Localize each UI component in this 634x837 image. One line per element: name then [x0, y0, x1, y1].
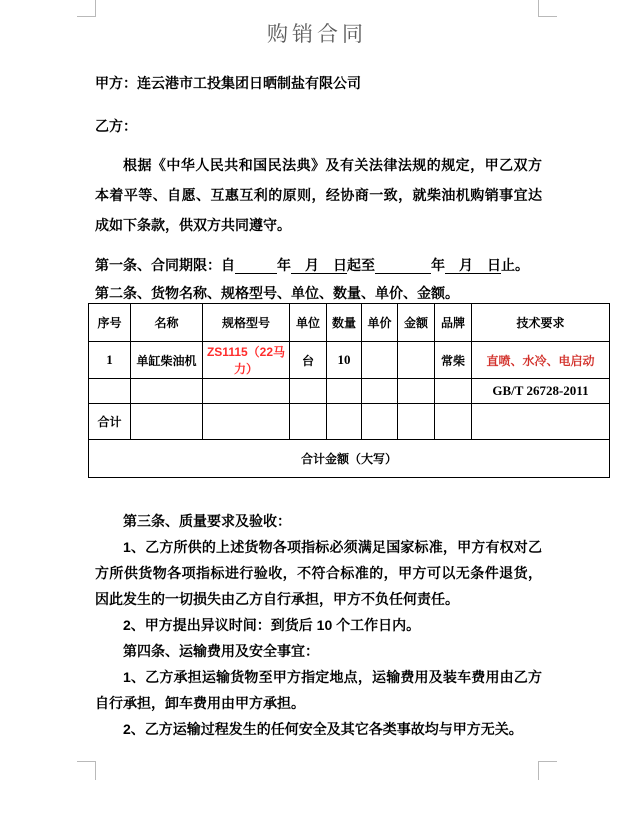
crop-mark-top-left	[77, 0, 96, 17]
cell-empty	[203, 379, 290, 404]
goods-row-1	[89, 342, 610, 379]
clause1-year1: 年	[277, 257, 291, 273]
clauses-3-4-block	[95, 508, 542, 742]
clause1-blank-year-start	[235, 257, 277, 274]
clause1-blank-month1: 月	[291, 257, 333, 273]
party-b-line: 乙方：	[95, 118, 137, 134]
cell-empty	[435, 404, 472, 440]
cell-empty	[203, 404, 290, 440]
clause1-tail: 止。	[501, 257, 529, 273]
clause4-item1: 1、乙方承担运输货物至甲方指定地点，运输费用及装车费用由乙方自行承担，卸车费用由甲方承担。	[95, 669, 542, 711]
clause1-day2: 日	[487, 257, 501, 273]
clause3-title: 第三条、质量要求及验收：	[123, 513, 291, 529]
cell-empty	[362, 404, 398, 440]
clause4-item2: 2、乙方运输过程发生的任何安全及其它各类事故均与甲方无关。	[123, 721, 523, 737]
clause1-term-line	[95, 257, 529, 273]
header-seq: 序号	[89, 304, 131, 342]
cell-qty: 10	[327, 342, 362, 379]
cell-seq: 1	[89, 342, 131, 379]
goods-row-total	[89, 404, 610, 440]
clause3-item1: 1、乙方所供的上述货物各项指标必须满足国家标准，甲方有权对乙方所供货物各项指标进行验收，不符合标准的，甲方可以无条件退货，因此发生的一切损失由乙方自行承担，甲方不负任何责任。	[95, 539, 542, 607]
goods-table-header-row	[89, 304, 610, 342]
header-unit-price: 单价	[362, 304, 398, 342]
cell-total-label: 合计	[89, 404, 131, 440]
clause1-mid: 起至	[347, 257, 375, 273]
cell-empty	[327, 379, 362, 404]
cell-empty	[435, 379, 472, 404]
cell-unit: 台	[290, 342, 327, 379]
cell-empty	[472, 404, 610, 440]
clause1-day1: 日	[333, 257, 347, 273]
header-amount: 金额	[398, 304, 435, 342]
cell-name: 单缸柴油机	[131, 342, 203, 379]
goods-row-standard	[89, 379, 610, 404]
cell-empty	[398, 404, 435, 440]
crop-mark-bottom-right	[538, 761, 557, 780]
cell-grand-total-label: 合计金额（大写）	[89, 440, 610, 478]
clause1-year2: 年	[431, 257, 445, 273]
preamble-paragraph: 根据《中华人民共和国民法典》及有关法律法规的规定，甲乙双方本着平等、自愿、互惠互利的原则，经协商一致，就柴油机购销事宜达成如下条款，供双方共同遵守。	[95, 157, 542, 233]
cell-empty	[362, 379, 398, 404]
cell-gbt-standard: GB/T 26728-2011	[472, 379, 610, 404]
goods-row-grand-total	[89, 440, 610, 478]
cell-brand: 常柴	[435, 342, 472, 379]
header-unit: 单位	[290, 304, 327, 342]
cell-unit-price	[362, 342, 398, 379]
header-qty: 数量	[327, 304, 362, 342]
crop-mark-top-right	[538, 0, 557, 17]
cell-amount	[398, 342, 435, 379]
cell-empty	[290, 404, 327, 440]
cell-spec: ZS1115（22马力）	[203, 342, 290, 379]
crop-mark-bottom-left	[77, 761, 96, 780]
party-a-line: 甲方：连云港市工投集团日晒制盐有限公司	[95, 75, 361, 91]
header-name: 名称	[131, 304, 203, 342]
cell-empty	[89, 379, 131, 404]
clause4-title: 第四条、运输费用及安全事宜：	[123, 643, 319, 659]
cell-empty	[327, 404, 362, 440]
cell-empty	[290, 379, 327, 404]
cell-empty	[131, 379, 203, 404]
cell-empty	[398, 379, 435, 404]
document-title: 购销合同	[267, 22, 367, 46]
cell-empty	[131, 404, 203, 440]
header-tech-req: 技术要求	[472, 304, 610, 342]
header-brand: 品牌	[435, 304, 472, 342]
clause1-blank-month2: 月	[445, 257, 487, 273]
clause1-blank-year-end	[375, 257, 431, 274]
clause1-lead: 第一条、合同期限：自	[95, 257, 235, 273]
cell-tech-req: 直喷、水冷、电启动	[472, 342, 610, 379]
goods-table	[88, 303, 610, 478]
clause2-goods-line: 第二条、货物名称、规格型号、单位、数量、单价、金额。	[95, 285, 459, 301]
header-spec: 规格型号	[203, 304, 290, 342]
clause3-item2: 2、甲方提出异议时间：到货后 10 个工作日内。	[123, 617, 421, 633]
